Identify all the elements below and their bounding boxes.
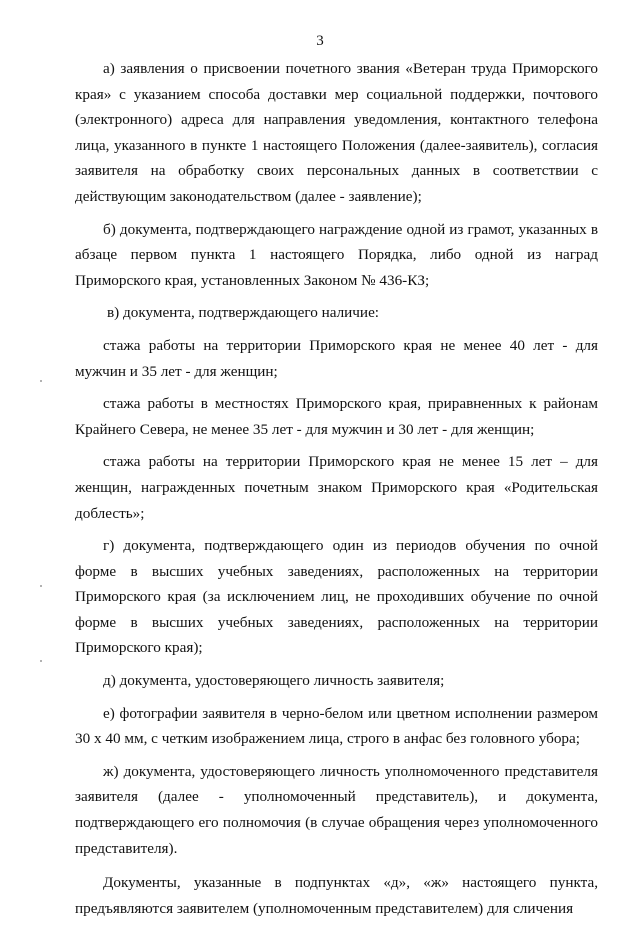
paragraph-g-education: г) документа, подтверждающего один из периодов обучения по очной форме в высших учебных заведениях, расположенных на территории Приморского края (за исключением лиц, не проходивших обучение по очной форме в высших учебных заведениях, расположенных на территории Приморского края); xyxy=(75,537,598,657)
paragraph-experience-40-35: стажа работы на территории Приморского края не менее 40 лет - для мужчин и 35 лет - для женщин; xyxy=(75,336,598,380)
paragraph-d-identity: д) документа, удостоверяющего личность заявителя; xyxy=(103,672,445,690)
paragraph-v-work-experience: в) документа, подтверждающего наличие: xyxy=(107,304,380,322)
page-number: 3 xyxy=(316,33,324,49)
paragraph-zh-representative: ж) документа, удостоверяющего личность уполномоченного представителя заявителя (далее - уполномоченный представитель), и документа, подтверждающего его полномочия (в случае обращения через уполномоченного представителя). xyxy=(75,762,598,857)
paragraph-experience-15-women: стажа работы на территории Приморского края не менее 15 лет – для женщин, награжденных почетным знаком Приморского края «Родительская доблесть»; xyxy=(75,453,598,522)
paragraph-b-award-document: б) документа, подтверждающего награждение одной из грамот, указанных в абзаце первом пункта 1 настоящего Порядка, либо одной из наград Приморского края, установленных Законом № 436-КЗ; xyxy=(75,220,598,289)
paragraph-documents-presented: Документы, указанные в подпунктах «д», «ж» настоящего пункта, предъявляются заявителем (уполномоченным представителем) для сличения xyxy=(75,874,598,917)
paragraph-e-photograph: е) фотографии заявителя в черно-белом или цветном исполнении размером 30 х 40 мм, с четким изображением лица, строго в анфас без головного убора; xyxy=(75,704,598,748)
document-body xyxy=(75,56,598,928)
paragraph-experience-far-north: стажа работы в местностях Приморского края, приравненных к районам Крайнего Севера, не менее 35 лет - для мужчин и 30 лет - для женщин; xyxy=(75,395,598,438)
scan-speck xyxy=(40,585,42,587)
scan-speck xyxy=(40,660,42,662)
scan-speck xyxy=(40,380,42,382)
paragraph-a-application: а) заявления о присвоении почетного звания «Ветеран труда Приморского края» с указанием способа доставки мер социальной поддержки, почтового (электронного) адреса для направления уведомления, контактного телефона лица, указанного в пункте 1 настоящего Положения (далее-заявитель), согласия заявителя на обработку своих персональных данных в соответствии с действующим законодательством (далее - заявление); xyxy=(75,60,598,205)
